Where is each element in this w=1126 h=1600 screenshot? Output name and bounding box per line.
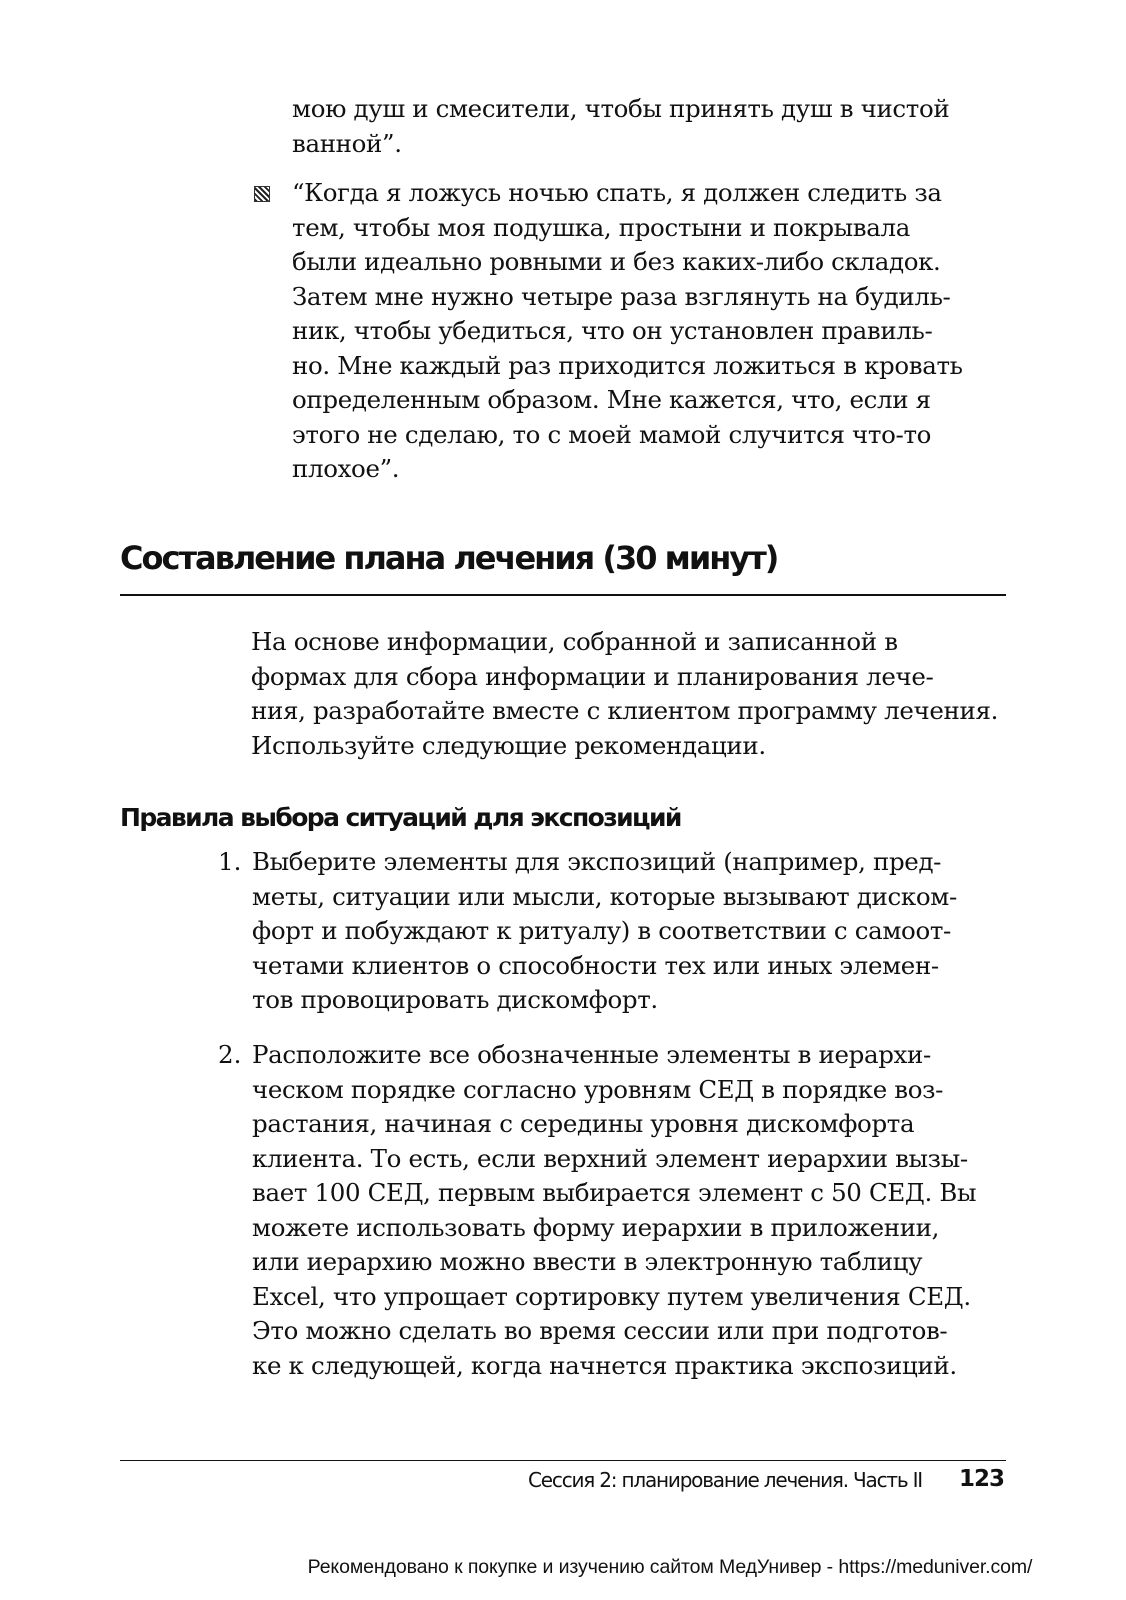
text-line: можете использовать форму иерархии в приложении, [252, 1212, 940, 1242]
text-line: “Когда я ложусь ночью спать, я должен следить за [292, 178, 942, 207]
text-line: тем, чтобы моя подушка, простыни и покрывала [292, 212, 910, 242]
footer-divider [120, 1460, 1006, 1461]
text-line: Расположите все обозначенные элементы в иерархи- [252, 1040, 931, 1069]
list-number: 2. [218, 1040, 242, 1069]
text-line: меты, ситуации или мысли, которые вызывают диском- [252, 881, 957, 911]
text-line: ке к следующей, когда начнется практика экспозиций. [252, 1350, 957, 1380]
text-line: плохое”. [292, 454, 400, 483]
page-number: 123 [958, 1466, 1004, 1492]
text-line: были идеально ровными и без каких-либо складок. [292, 247, 941, 276]
text-line: клиента. То есть, если верхний элемент иерархии вызы- [252, 1143, 968, 1173]
text-line: Затем мне нужно четыре раза взглянуть на будиль- [292, 281, 951, 311]
list-number: 1. [218, 847, 242, 876]
list-item [252, 1038, 1006, 1383]
text-line: ния, разработайте вместе с клиентом программу лечения. [251, 696, 999, 725]
square-bullet-icon [254, 186, 270, 202]
text-line: формах для сбора информации и планирования лече- [251, 661, 934, 691]
list-item [252, 845, 1006, 1018]
text-line: растания, начиная с середины уровня дискомфорта [252, 1109, 915, 1138]
watermark: Рекомендовано к покупке и изучению сайтом МедУнивер - https://meduniver.com/ [307, 1556, 1033, 1578]
text-line: ванной”. [292, 128, 402, 158]
text-line: или иерархию можно ввести в электронную таблицу [252, 1247, 923, 1276]
text-line: форт и побуждают к ритуалу) в соответствии с самоот- [252, 916, 951, 945]
text-line: мою душ и смесители, чтобы принять душ в чистой [292, 94, 950, 123]
text-line: но. Мне каждый раз приходится ложиться в кровать [292, 350, 963, 380]
text-line: вает 100 СЕД, первым выбирается элемент с 50 СЕД. Вы [252, 1178, 977, 1207]
intro-paragraph [221, 625, 1006, 763]
text-line: этого не сделаю, то с моей мамой случится что-то [292, 419, 932, 449]
text-line: четами клиентов о способности тех или иных элемен- [252, 950, 939, 980]
continued-quote [292, 92, 1004, 161]
text-line: На основе информации, собранной и записанной в [251, 627, 898, 656]
running-title: Сессия 2: планирование лечения. Часть II [528, 1468, 922, 1492]
bullet-quote [292, 176, 1004, 487]
text-line: Это можно сделать во время сессии или при подготов- [252, 1316, 948, 1345]
section-heading: Составление плана лечения (30 минут) [120, 539, 778, 577]
heading-divider [120, 594, 1006, 596]
text-line: ческом порядке согласно уровням СЕД в порядке воз- [252, 1074, 944, 1104]
text-line: Используйте следующие рекомендации. [251, 730, 766, 760]
text-line: определенным образом. Мне кажется, что, если я [292, 385, 931, 414]
text-line: Выберите элементы для экспозиций (например, пред- [252, 847, 942, 876]
text-line: ник, чтобы убедиться, что он установлен правиль- [292, 316, 933, 345]
subsection-heading: Правила выбора ситуаций для экспозиций [120, 803, 681, 832]
text-line: тов провоцировать дискомфорт. [252, 985, 658, 1014]
text-line: Excel, что упрощает сортировку путем увеличения СЕД. [252, 1281, 971, 1311]
